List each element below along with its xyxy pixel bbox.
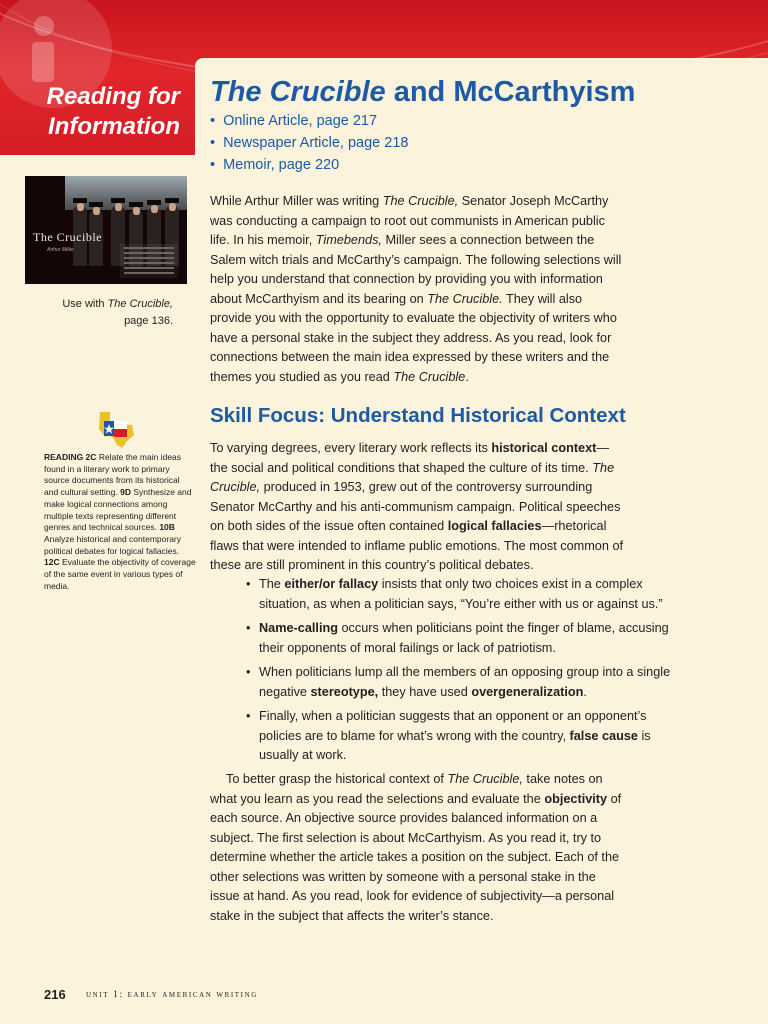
fallacy-item-false-cause: • Finally, when a politician suggests that an opponent or an opponent’s policies are to blame for what’s wrong with the country, false cause is usually at work.: [246, 707, 676, 766]
fallacy-item-name-calling: • Name-calling occurs when politicians point the finger of blame, accusing their opponents of moral failings or lack of patriotism.: [246, 619, 676, 658]
fallacy-list: [246, 575, 676, 771]
section-label-line2: Information: [48, 113, 180, 140]
caption-title: The Crucible,: [107, 298, 173, 310]
historical-context-paragraph: To varying degrees, every literary work reflects its historical context—the social and political conditions that shaped the culture of its time. The Crucible, produced in 1953, grew out of the controversy surrounding Senator McCarthy and his anti-communism campaign. Political speeches on both sides of the issue often contained logical fallacies—rhetorical flaws that were intended to inflame public emotions. The most common of these are still prominent in this country’s political debates.: [210, 441, 624, 572]
page-title: [210, 76, 635, 109]
page-number: 216: [44, 987, 66, 1002]
intro-paragraph: While Arthur Miller was writing The Crucible, Senator Joseph McCarthy was conducting a campaign to root out communists in American public life. In his memoir, Timebends, Miller sees a connection between the Salem witch trials and McCarthy’s campaign. The following selections will help you understand that connection by providing you with information about McCarthyism and its bearing on The Crucible. They will also provide you with the opportunity to evaluate the objectivity of writers who have a personal stake in the subject they address. As you read, look for connections between the main idea expressed by these writers and the themes you studied as you read The Crucible.: [210, 194, 622, 384]
fallacy-item-either-or: • The either/or fallacy insists that only two choices exist in a complex situation, as when a politician says, “You’re either with us or against us.”: [246, 575, 676, 614]
title-rest: and McCarthyism: [385, 76, 636, 108]
selection-item: • Newspaper Article, page 218: [210, 132, 408, 154]
section-label-line1: Reading for: [46, 83, 180, 110]
section-label: [30, 82, 180, 142]
running-footer: unit 1: early american writing: [86, 990, 258, 1000]
selection-item: • Memoir, page 220: [210, 154, 408, 176]
thumbnail-subtitle: Arthur Miller: [47, 247, 74, 253]
selection-item: • Online Article, page 217: [210, 110, 408, 132]
skill-focus-heading: Skill Focus: Understand Historical Context: [210, 404, 626, 427]
thumbnail-title: The Crucible: [33, 230, 102, 244]
teks-standards: READING 2C Relate the main ideas found in a literary work to primary source documents from its historical and cultural setting. 9D Synthesize and make logical connections among multiple texts representing different genres and technical sources. 10B Analyze historical and contemporary political debates for logical fallacies. 12C Evaluate the objectivity of coverage of the same event in various types of media.: [44, 452, 196, 591]
texas-state-icon: [94, 408, 138, 452]
thumbnail-caption: Use with The Crucible, page 136.: [62, 298, 173, 327]
closing-paragraph: To better grasp the historical context of The Crucible, take notes on what you learn as you read the selections and evaluate the objectivity of each source. An objective source provides balanced information on a subject. The first selection is about McCarthyism. As you read it, try to determine whether the article takes a position on the subject. Each of the other selections was written by someone with a personal stake in the issue at hand. As you read, look for evidence of subjectivity—a personal stake in the subject that affects the writer’s stance.: [210, 772, 622, 923]
crucible-cover-thumbnail: [25, 176, 187, 284]
fallacy-item-overgeneralization: • When politicians lump all the members of an opposing group into a single negative stereotype, they have used overgeneralization.: [246, 663, 676, 702]
thumbnail-menu-panel: [120, 244, 178, 278]
title-italic: The Crucible: [210, 76, 386, 108]
selections-list: [210, 110, 408, 176]
